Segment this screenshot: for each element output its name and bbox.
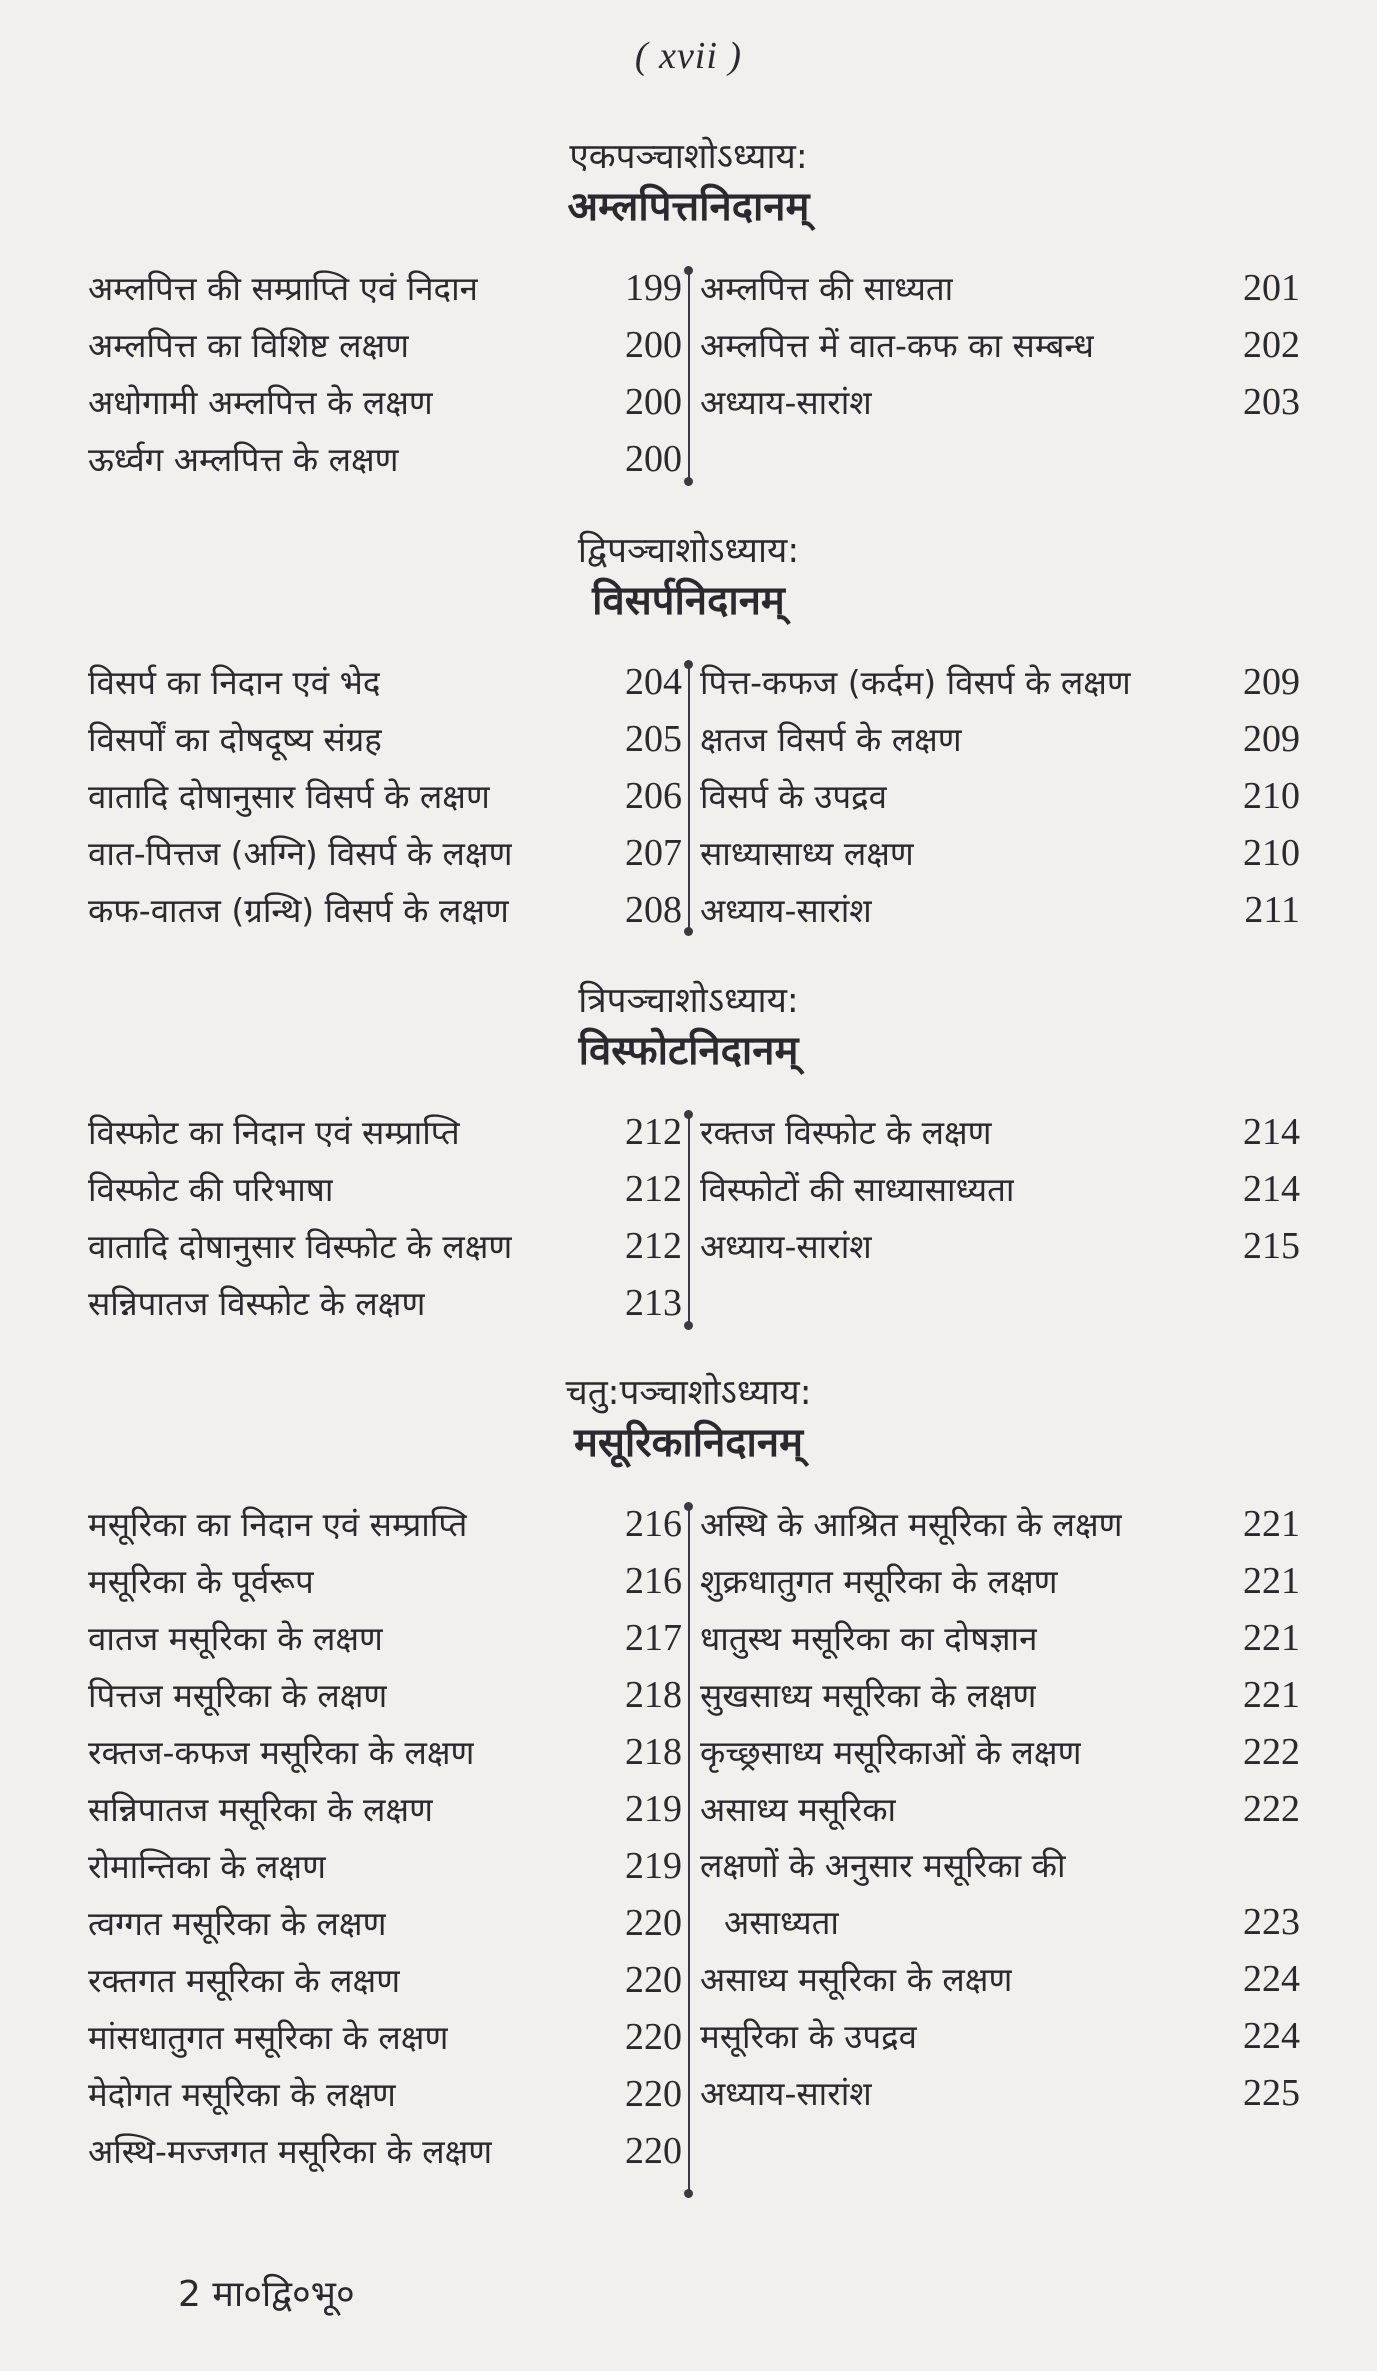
column-divider <box>688 270 690 482</box>
toc-entry-continued: असाध्यता 223 <box>724 1901 1300 1943</box>
toc-entry: अधोगामी अम्लपित्त के लक्षण 200 <box>88 381 682 423</box>
toc-entry: विसर्प का निदान एवं भेद 204 <box>88 661 682 703</box>
toc-right-column <box>700 654 1300 939</box>
toc-entry: असाध्य मसूरिका के लक्षण 224 <box>700 1958 1300 2000</box>
toc-entry: साध्यासाध्य लक्षण 210 <box>700 832 1300 874</box>
toc-entry: वातादि दोषानुसार विसर्प के लक्षण 206 <box>88 775 682 817</box>
chapter-label: चतु:पञ्चाशोऽध्याय: <box>565 1373 812 1413</box>
toc-entry: मांसधातुगत मसूरिका के लक्षण 220 <box>88 2016 682 2058</box>
toc-entry: मेदोगत मसूरिका के लक्षण 220 <box>88 2073 682 2115</box>
toc-left-column <box>88 1104 682 1332</box>
toc-entry: मसूरिका के पूर्वरूप 216 <box>88 1560 682 1602</box>
column-divider <box>688 664 690 932</box>
toc-entry: अध्याय-सारांश 215 <box>700 1225 1300 1267</box>
chapter-title: मसूरिकानिदानम् <box>573 1420 804 1466</box>
toc-entry: विस्फोट का निदान एवं सम्प्राप्ति 212 <box>88 1111 682 1153</box>
toc-entry: पित्तज मसूरिका के लक्षण 218 <box>88 1674 682 1716</box>
toc-left-column <box>88 1496 682 2180</box>
toc-entry: अस्थि-मज्जगत मसूरिका के लक्षण 220 <box>88 2130 682 2172</box>
toc-left-column <box>88 654 682 939</box>
toc-entry: रक्तगत मसूरिका के लक्षण 220 <box>88 1959 682 2001</box>
toc-entry: अम्लपित्त की सम्प्राप्ति एवं निदान 199 <box>88 267 682 309</box>
page-number: ( xvii ) <box>634 35 743 77</box>
toc-entry: पित्त-कफज (कर्दम) विसर्प के लक्षण 209 <box>700 661 1300 703</box>
toc-entry: मसूरिका का निदान एवं सम्प्राप्ति 216 <box>88 1503 682 1545</box>
toc-entry: शुक्रधातुगत मसूरिका के लक्षण 221 <box>700 1560 1300 1602</box>
toc-entry: लक्षणों के अनुसार मसूरिका की <box>700 1846 1066 1885</box>
toc-right-column <box>700 260 1300 431</box>
toc-entry: असाध्य मसूरिका 222 <box>700 1788 1300 1830</box>
chapter-section-54 <box>0 1370 1377 2172</box>
toc-entry: सुखसाध्य मसूरिका के लक्षण 221 <box>700 1674 1300 1716</box>
toc-entry: त्वग्गत मसूरिका के लक्षण 220 <box>88 1902 682 1944</box>
toc-entry: अध्याय-सारांश 225 <box>700 2072 1300 2114</box>
toc-entry: अस्थि के आश्रित मसूरिका के लक्षण 221 <box>700 1503 1300 1545</box>
toc-entry: वातज मसूरिका के लक्षण 217 <box>88 1617 682 1659</box>
chapter-label: एकपञ्चाशोऽध्याय: <box>569 137 808 177</box>
toc-entry: क्षतज विसर्प के लक्षण 209 <box>700 718 1300 760</box>
toc-entry: विस्फोटों की साध्यासाध्यता 214 <box>700 1168 1300 1210</box>
toc-entry: मसूरिका के उपद्रव 224 <box>700 2015 1300 2057</box>
toc-entry: रक्तज विस्फोट के लक्षण 214 <box>700 1111 1300 1153</box>
column-divider <box>688 1114 690 1326</box>
chapter-section-51 <box>0 134 1377 480</box>
toc-entry: ऊर्ध्वग अम्लपित्त के लक्षण 200 <box>88 438 682 480</box>
toc-entry: अम्लपित्त की साध्यता 201 <box>700 267 1300 309</box>
chapter-title: अम्लपित्तनिदानम् <box>567 184 810 230</box>
column-divider <box>688 1506 690 2194</box>
toc-entry: अम्लपित्त का विशिष्ट लक्षण 200 <box>88 324 682 366</box>
chapter-label: त्रिपञ्चाशोऽध्याय: <box>578 981 799 1021</box>
toc-entry: रक्तज-कफज मसूरिका के लक्षण 218 <box>88 1731 682 1773</box>
toc-entry: वात-पित्तज (अग्नि) विसर्प के लक्षण 207 <box>88 832 682 874</box>
chapter-label: द्विपञ्चाशोऽध्याय: <box>577 531 800 571</box>
toc-entry: सन्निपातज मसूरिका के लक्षण 219 <box>88 1788 682 1830</box>
toc-entry: रोमान्तिका के लक्षण 219 <box>88 1845 682 1887</box>
toc-entry: विसर्पों का दोषदूष्य संग्रह 205 <box>88 718 682 760</box>
chapter-section-53 <box>0 978 1377 1324</box>
toc-right-column <box>700 1104 1300 1275</box>
toc-entry: अम्लपित्त में वात-कफ का सम्बन्ध 202 <box>700 324 1300 366</box>
chapter-title: विसर्पनिदानम् <box>592 578 785 624</box>
toc-entry: वातादि दोषानुसार विस्फोट के लक्षण 212 <box>88 1225 682 1267</box>
toc-entry: विस्फोट की परिभाषा 212 <box>88 1168 682 1210</box>
toc-left-column <box>88 260 682 488</box>
toc-entry: अध्याय-सारांश 203 <box>700 381 1300 423</box>
toc-entry: कृच्छ्रसाध्य मसूरिकाओं के लक्षण 222 <box>700 1731 1300 1773</box>
chapter-section-52 <box>0 528 1377 931</box>
chapter-title: विस्फोटनिदानम् <box>578 1028 799 1074</box>
toc-entry: सन्निपातज विस्फोट के लक्षण 213 <box>88 1282 682 1324</box>
toc-entry: धातुस्थ मसूरिका का दोषज्ञान 221 <box>700 1617 1300 1659</box>
toc-right-column <box>700 1496 1300 2122</box>
toc-entry: विसर्प के उपद्रव 210 <box>700 775 1300 817</box>
signature-footer: 2 मा०द्वि०भू० <box>178 2274 355 2315</box>
toc-entry: कफ-वातज (ग्रन्थि) विसर्प के लक्षण 208 <box>88 889 682 931</box>
toc-entry: अध्याय-सारांश 211 <box>700 889 1300 931</box>
